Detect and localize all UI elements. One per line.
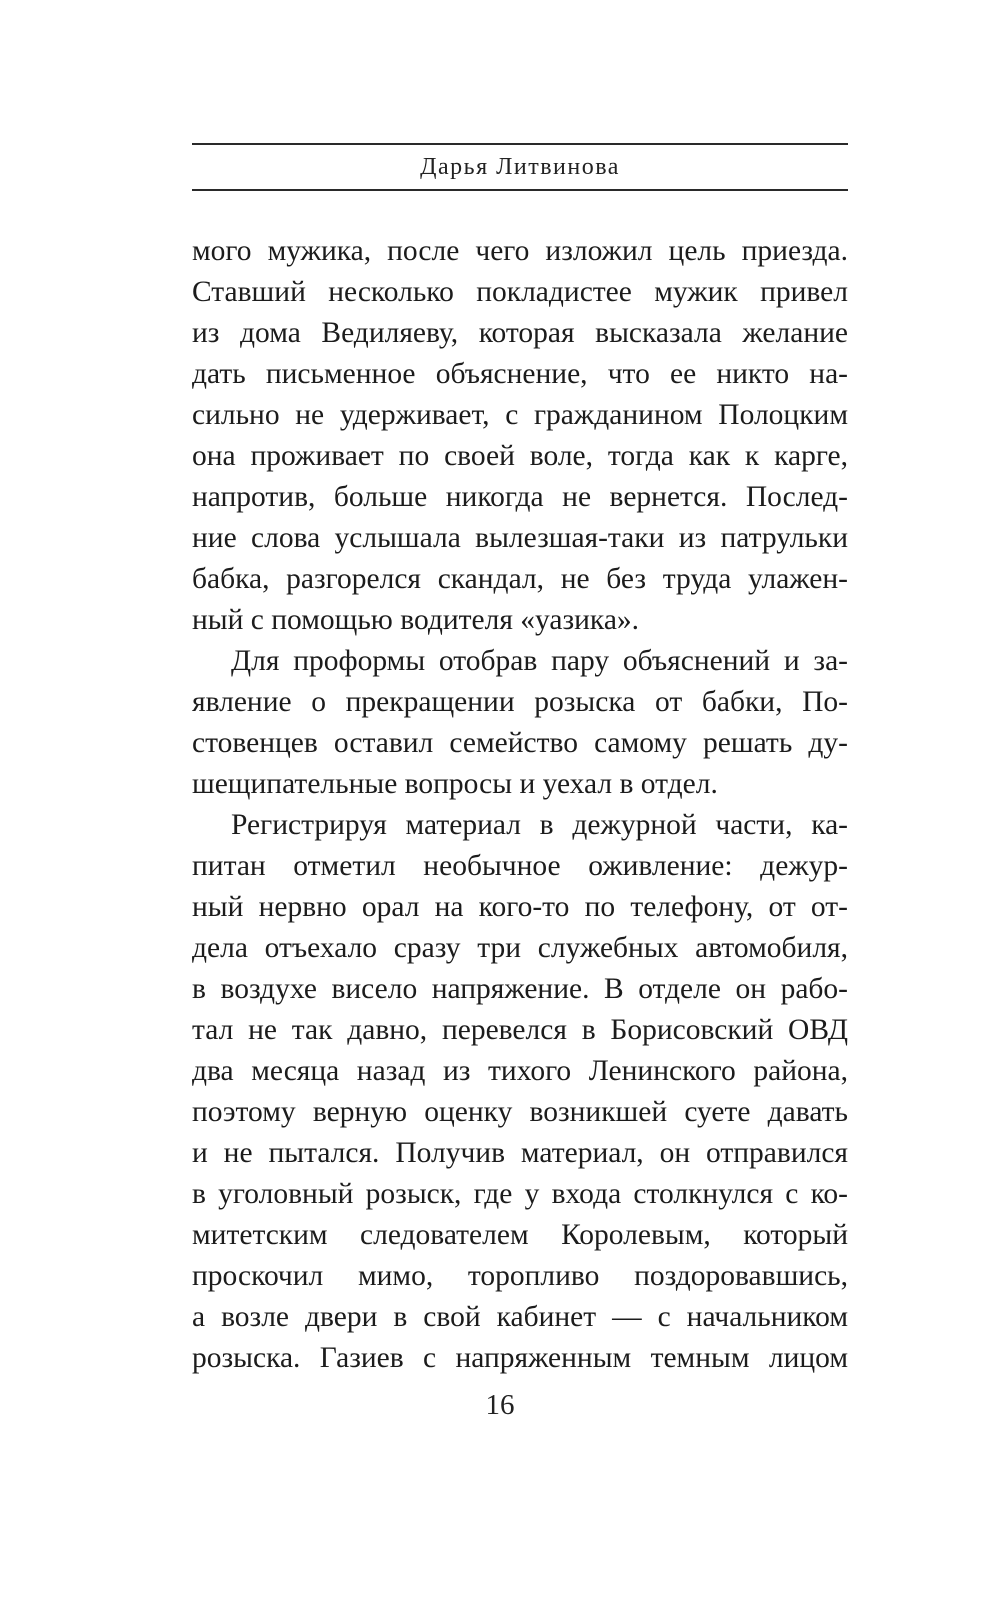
text-line: розыска. Газиев с напряженным темным лицом	[192, 1342, 848, 1374]
text-line: из дома Ведиляеву, которая высказала желание	[192, 317, 848, 349]
text-line: поэтому верную оценку возникшей суете давать	[192, 1096, 848, 1128]
text-line: дать письменное объяснение, что ее никто на-	[192, 358, 848, 390]
text-line: дела отъехало сразу три служебных автомобиля,	[192, 932, 848, 964]
text-line: два месяца назад из тихого Ленинского района,	[192, 1055, 848, 1087]
text-line: Регистрируя материал в дежурной части, ка-	[231, 809, 848, 841]
text-line: митетским следователем Королевым, который	[192, 1219, 848, 1251]
text-line: явление о прекращении розыска от бабки, По-	[192, 686, 848, 718]
text-line: в уголовный розыск, где у входа столкнулся с ко-	[192, 1178, 848, 1210]
text-line: Ставший несколько покладистее мужик привел	[192, 276, 848, 308]
author-name: Дарья Литвинова	[420, 153, 620, 180]
paragraph	[192, 805, 848, 1379]
text-line: ние слова услышала вылезшая-таки из патрульки	[192, 522, 848, 554]
text-line: ный с помощью водителя «уазика».	[192, 604, 640, 636]
text-line: а возле двери в свой кабинет — с начальником	[192, 1301, 848, 1333]
text-line: тал не так давно, перевелся в Борисовский ОВД	[192, 1014, 848, 1046]
paragraph	[192, 641, 848, 805]
page-number: 16	[485, 1389, 515, 1421]
text-line: сильно не удерживает, с гражданином Полоцким	[192, 399, 848, 431]
text-line: стовенцев оставил семейство самому решать ду-	[192, 727, 848, 759]
running-head	[192, 143, 848, 191]
text-line: проскочил мимо, торопливо поздоровавшись,	[192, 1260, 848, 1292]
text-line: Для проформы отобрав пару объяснений и за-	[231, 645, 848, 677]
text-line: бабка, разгорелся скандал, не без труда улажен-	[192, 563, 848, 595]
text-line: мого мужика, после чего изложил цель приезда.	[192, 235, 848, 267]
text-line: она проживает по своей воле, тогда как к карге,	[192, 440, 848, 472]
text-line: и не пытался. Получив материал, он отправился	[192, 1137, 848, 1169]
text-line: в воздухе висело напряжение. В отделе он рабо-	[192, 973, 848, 1005]
text-line: напротив, больше никогда не вернется. Послед-	[192, 481, 848, 513]
text-line: шещипательные вопросы и уехал в отдел.	[192, 768, 718, 800]
body-text	[192, 231, 848, 1379]
paragraph	[192, 231, 848, 641]
text-line: ный нервно орал на кого-то по телефону, от от-	[192, 891, 848, 923]
text-line: питан отметил необычное оживление: дежур-	[192, 850, 848, 882]
